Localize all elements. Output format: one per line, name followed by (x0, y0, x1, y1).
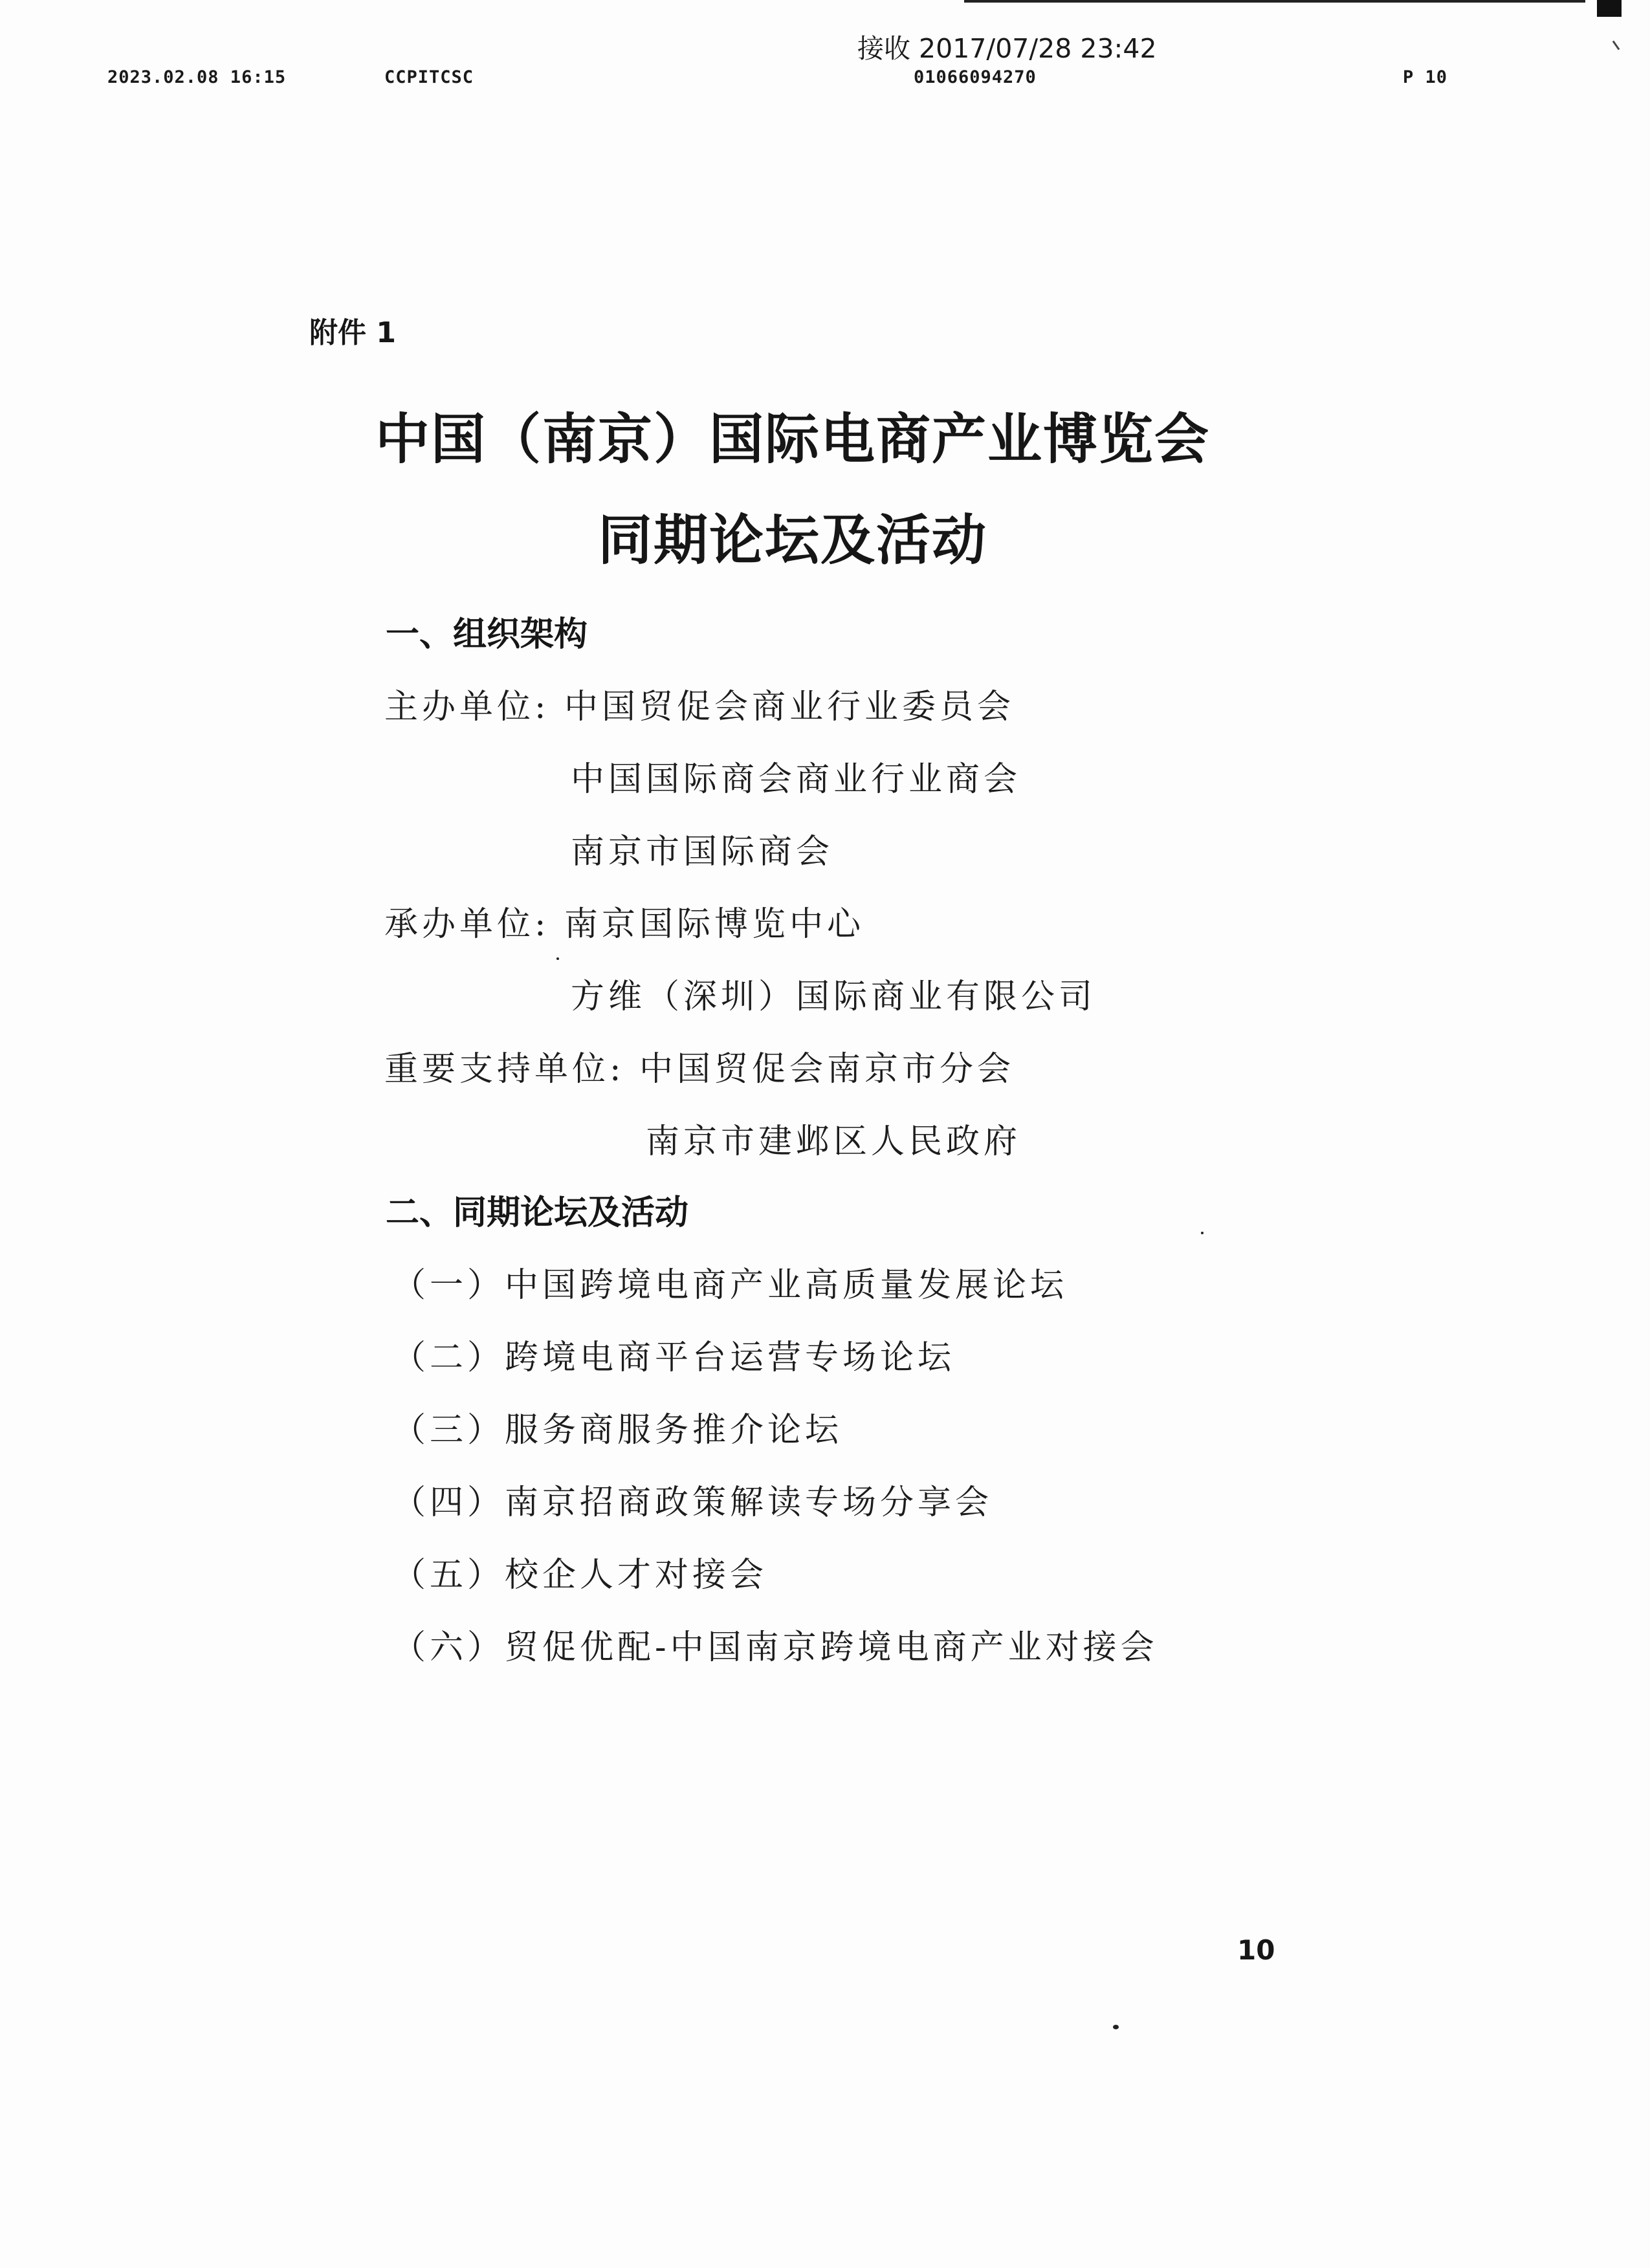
fax-received-stamp: 接收 2017/07/28 23:42 (857, 33, 1157, 64)
fax-number: 01066094270 (914, 67, 1037, 87)
scan-speck (1201, 1232, 1204, 1234)
organizer-line: 南京市国际商会 (571, 833, 834, 871)
scan-speck (1113, 2025, 1119, 2029)
page-number: 10 (1237, 1934, 1275, 1966)
section-heading-organization: 一、组织架构 (386, 615, 588, 654)
co-organizer-line: 方维（深圳）国际商业有限公司 (571, 977, 1097, 1016)
supporter-line: 南京市建邺区人民政府 (646, 1122, 1022, 1161)
fax-page: P 10 (1403, 67, 1448, 87)
organizer-line: 主办单位: 中国贸促会商业行业委员会 (384, 688, 1015, 726)
fax-top-rule (964, 0, 1585, 3)
organizer-line: 中国国际商会商业行业商会 (571, 760, 1022, 799)
fax-sender-id: CCPITCSC (384, 67, 474, 87)
scan-speck (556, 957, 559, 960)
section-heading-events: 二、同期论坛及活动 (386, 1194, 689, 1232)
event-item: （三）服务商服务推介论坛 (392, 1411, 843, 1450)
event-item: （四）南京招商政策解读专场分享会 (392, 1483, 993, 1522)
event-item: （五）校企人才对接会 (392, 1556, 768, 1595)
attachment-label: 附件 1 (309, 316, 396, 349)
scan-tick-mark (1612, 41, 1620, 50)
event-item: （六）贸促优配-中国南京跨境电商产业对接会 (392, 1628, 1158, 1667)
event-item: （二）跨境电商平台运营专场论坛 (392, 1338, 956, 1377)
supporter-line: 重要支持单位: 中国贸促会南京市分会 (384, 1050, 1015, 1089)
event-item: （一）中国跨境电商产业高质量发展论坛 (392, 1266, 1068, 1305)
fax-datetime: 2023.02.08 16:15 (107, 67, 287, 87)
scan-corner-mark (1597, 0, 1622, 17)
document-title-line-1: 中国（南京）国际电商产业博览会 (375, 408, 1210, 471)
co-organizer-line: 承办单位: 南京国际博览中心 (384, 905, 865, 944)
document-title-line-2: 同期论坛及活动 (597, 508, 987, 572)
